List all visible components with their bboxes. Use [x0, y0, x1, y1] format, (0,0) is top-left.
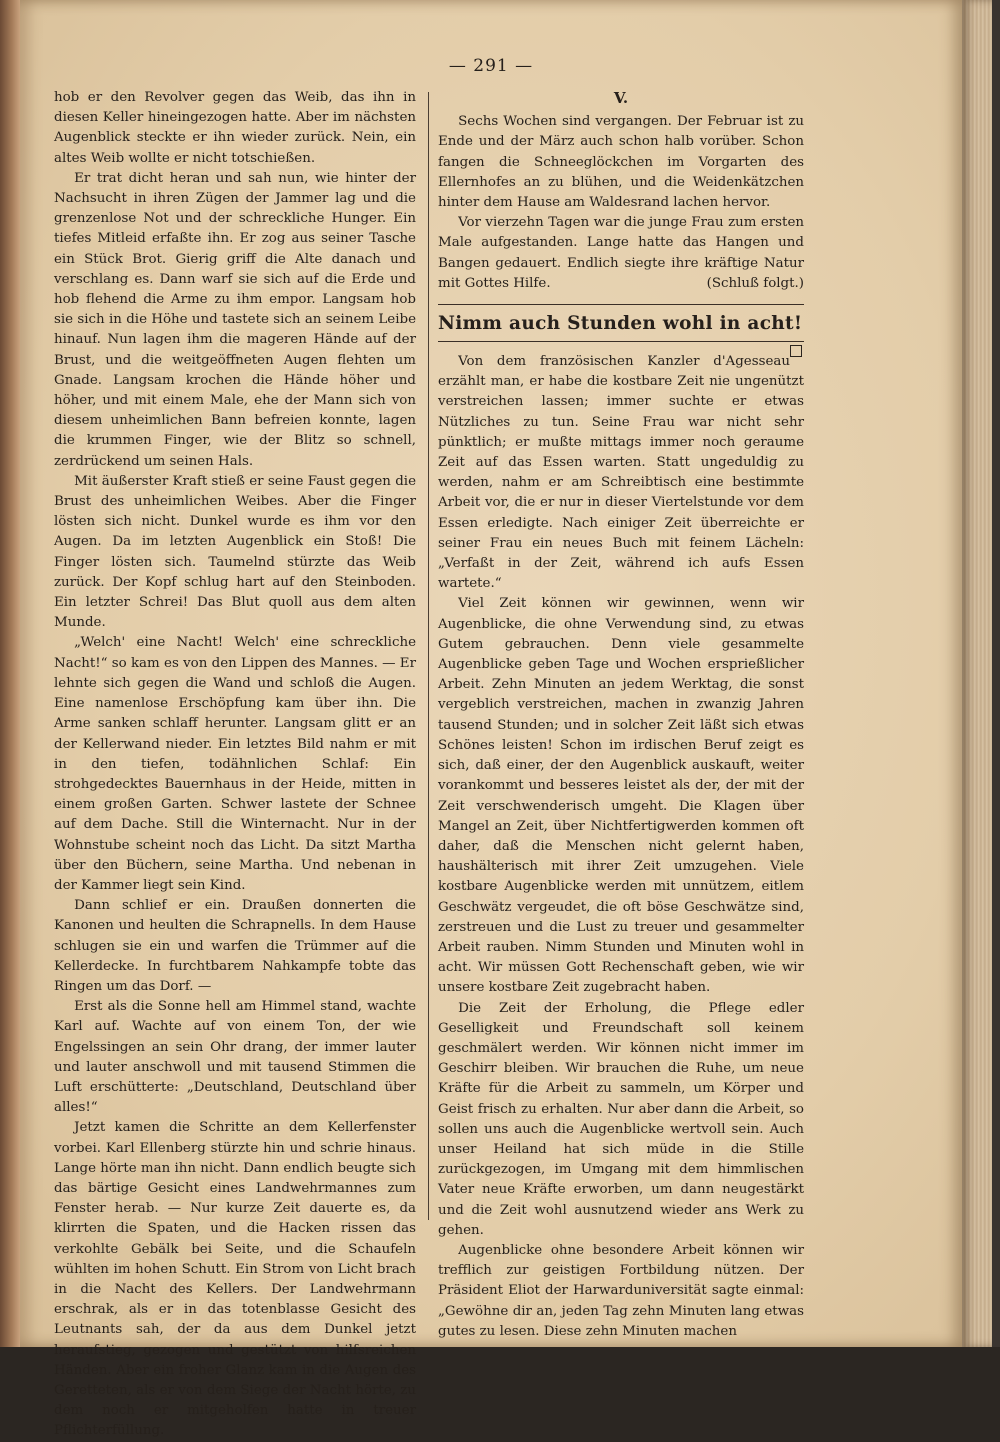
left-paragraph-3: Mit äußerster Kraft stieß er seine Faust gegen die Brust des unheimlichen Weibes. Aber die Finger lösten sich nicht. Dunkel wurde es ihm vor den Augen. Da im letzten Augenblick ein Stoß! Die Finger lösten sich. Taumelnd stürzte das Weib zurück. Der Kopf schlug hart auf den Steinboden. Ein letzter Schrei! Das Blut quoll aus dem alten Munde.	[54, 473, 416, 631]
article-paragraph-1: Von dem französischen Kanzler d'Agesseau erzählt man, er habe die kostbare Zeit nie ungenützt verstreichen lassen; immer suchte er etwas Nützliches zu tun. Seine Frau war nicht sehr pünktlich; er mußte mittags immer noch geraume Zeit auf das Essen warten. Statt ungeduldig zu werden, nahm er am Schreibtisch eine bestimmte Arbeit vor, die er nur in dieser Viertelstunde vor dem Essen erledigte. Nach einiger Zeit überreichte er seiner Frau ein neues Buch mit feinem Lächeln: „Verfaßt in der Zeit, während ich aufs Essen wartete.“	[438, 354, 804, 592]
square-ornament-icon	[790, 345, 802, 357]
left-paragraph-5: Dann schlief er ein. Draußen donnerten die Kanonen und heulten die Schrapnells. In dem Hause schlugen sie ein und warfen die Trümmer auf die Kellerdecke. In furchtbarem Nahkampfe tobte das Ringen um das Dorf. —	[54, 898, 416, 994]
column-divider	[428, 92, 429, 1220]
left-paragraph-6: Erst als die Sonne hell am Himmel stand, wachte Karl auf. Wachte auf von einem Ton, der wie Engelssingen an sein Ohr drang, der immer lauter und lauter anschwoll und mit tausend Stimmen die Luft erschütterte: „Deutschland, Deutschland über alles!“	[54, 999, 416, 1116]
article-paragraph-4: Augenblicke ohne besondere Arbeit können wir trefflich zur geistigen Fortbildung nützen. Der Präsident Eliot der Harwarduniversität sagte einmal: „Gewöhne dir an, jeden Tag zehn Minuten lang etwas gutes zu lesen. Diese zehn Minuten machen	[438, 1242, 804, 1339]
section-heading: V.	[613, 89, 629, 107]
right-column	[438, 88, 804, 1342]
left-column	[54, 88, 416, 1442]
title-rule-top	[438, 304, 804, 305]
article-paragraph-2: Viel Zeit können wir gewinnen, wenn wir Augenblicke, die ohne Verwendung sind, zu etwas Gutem gebrauchen. Denn viele gesammelte Augenblicke geben Tage und Wochen ersprießlicher Arbeit. Zehn Minuten an jedem Werktag, die sonst vergeblich verstreichen, machen in zwanzig Jahren tausend Stunden; und in solcher Zeit läßt sich etwas Schönes leisten! Schon im irdischen Beruf zeigt es sich, daß einer, der den Augenblick auskauft, weiter vorankommt und besseres leistet als der, der mit der Zeit verschwenderisch umgeht. Die Klagen über Mangel an Zeit, über Nichtfertigwerden kommen oft daher, daß die Menschen nicht gelernt haben, haushälterisch mit ihrer Zeit umzugehen. Viele kostbare Augenblicke werden mit unnützem, eitlem Geschwätz vergeudet, die oft böse Geschwätze sind, zerstreuen und die Lust zu treuer und gesammelter Arbeit rauben. Nimm Stunden und Minuten wohl in acht. Wir müssen Gott Rechenschaft geben, wie wir unsere kostbare Zeit zugebracht haben.	[438, 596, 804, 996]
section-paragraph-2	[438, 213, 804, 294]
page-number: — 291 —	[448, 56, 534, 76]
section-paragraph-1: Sechs Wochen sind vergangen. Der Februar ist zu Ende und der März auch schon halb vorüber. Schon fangen die Schneeglöckchen im Vorgarten des Ellernhofes an zu blühen, und die Weidenkätzchen hinter dem Hause am Waldesrand lachen hervor.	[438, 114, 804, 211]
closing-note: (Schluß folgt.)	[706, 275, 804, 291]
book-cover-edge	[992, 0, 1000, 1347]
title-rule-bottom	[438, 341, 804, 342]
article-title-text: Nimm auch Stunden wohl in acht!	[438, 313, 803, 335]
left-paragraph-4: „Welch' eine Nacht! Welch' eine schreckliche Nacht!“ so kam es von den Lippen des Mannes. — Er lehnte sich gegen die Wand und schloß die Augen. Eine namenlose Erschöpfung kam über ihn. Die Arme sanken schlaff herunter. Langsam glitt er an der Kellerwand nieder. Ein letztes Bild nahm er mit in den tiefen, todähnlichen Schlaf: Ein strohgedecktes Bauernhaus in der Heide, mitten in einem großen Garten. Schwer lastete der Schnee auf dem Dache. Still die Winternacht. Nur in der Wohnstube scheint noch das Licht. Da sitzt Martha über den Büchern, seine Martha. Und nebenan in der Kammer liegt sein Kind.	[54, 635, 416, 893]
book-page	[20, 0, 962, 1439]
section-paragraph-2-text: Vor vierzehn Tagen war die junge Frau zum ersten Male aufgestanden. Lange hatte das Hangen und Bangen gedauert. Endlich siegte ihre kräftige Natur mit Gottes Hilfe.	[438, 215, 804, 291]
article-paragraph-3: Die Zeit der Erholung, die Pflege edler Geselligkeit und Freundschaft soll keinem geschmälert werden. Wir können nicht immer im Geschirr bleiben. Wir brauchen die Ruhe, um neue Kräfte für die Arbeit zu sammeln, um Körper und Geist frisch zu erhalten. Nur aber dann die Arbeit, so sollen uns auch die Augenblicke wertvoll sein. Auch unser Heiland hat sich müde in die Stille zurückgezogen, im Umgang mit dem himmlischen Vater neue Kräfte erworben, um dann neugestärkt und die Zeit wohl ausnutzend wieder ans Werk zu gehen.	[438, 1000, 804, 1238]
article-title	[438, 311, 804, 337]
left-paragraph-1: hob er den Revolver gegen das Weib, das ihn in diesen Keller hineingezogen hatte. Aber im nächsten Augenblick steckte er ihn wieder zurück. Nein, ein altes Weib wollte er nicht totschießen.	[54, 90, 416, 166]
left-paragraph-2: Er trat dicht heran und sah nun, wie hinter der Nachsucht in ihren Zügen der Jammer lag und die grenzenlose Not und der schreckliche Hunger. Ein tiefes Mitleid erfaßte ihn. Er zog aus seiner Tasche ein Stück Brot. Gierig griff die Alte danach und verschlang es. Dann warf sie sich auf die Erde und hob flehend die Arme zu ihm empor. Langsam hob sie sich in die Höhe und tastete sich an seinem Leibe hinauf. Nun lagen ihm die mageren Hände auf der Brust, und die weitgeöffneten Augen flehten um Gnade. Langsam krochen die Hände höher und höher, und mit einem Male, ehe der Mann sich von diesem unheimlichen Bann befreien konnte, lagen die krummen Finger, wie der Blitz so schnell, zerdrückend um seinen Hals.	[54, 170, 416, 469]
left-paragraph-7: Jetzt kamen die Schritte an dem Kellerfenster vorbei. Karl Ellenberg stürzte hin und schrie hinaus. Lange hörte man ihn nicht. Dann endlich beugte sich das bärtige Gesicht eines Landwehrmannes zum Fenster herab. — Nur kurze Zeit dauerte es, da klirrten die Spaten, und die Hacken rissen das verkohlte Gebälk bei Seite, und die Schaufeln wühlten im hohen Schutt. Ein Strom von Licht brach in die Nacht des Kellers. Der Landwehrmann erschrak, als er in das totenblasse Gesicht des Leutnants sah, der da aus dem Dunkel jetzt heraufstieg, gezogen und gestützt von hilfsreichen Händen. Aber ein froher Glanz kam in die Augen des Geretteten, als er von dem Siege der Nacht hörte, zu dem noch er mitgeholfen hatte in treuer Pflichterfüllung.	[54, 1120, 416, 1439]
book-gutter-left	[0, 0, 20, 1347]
